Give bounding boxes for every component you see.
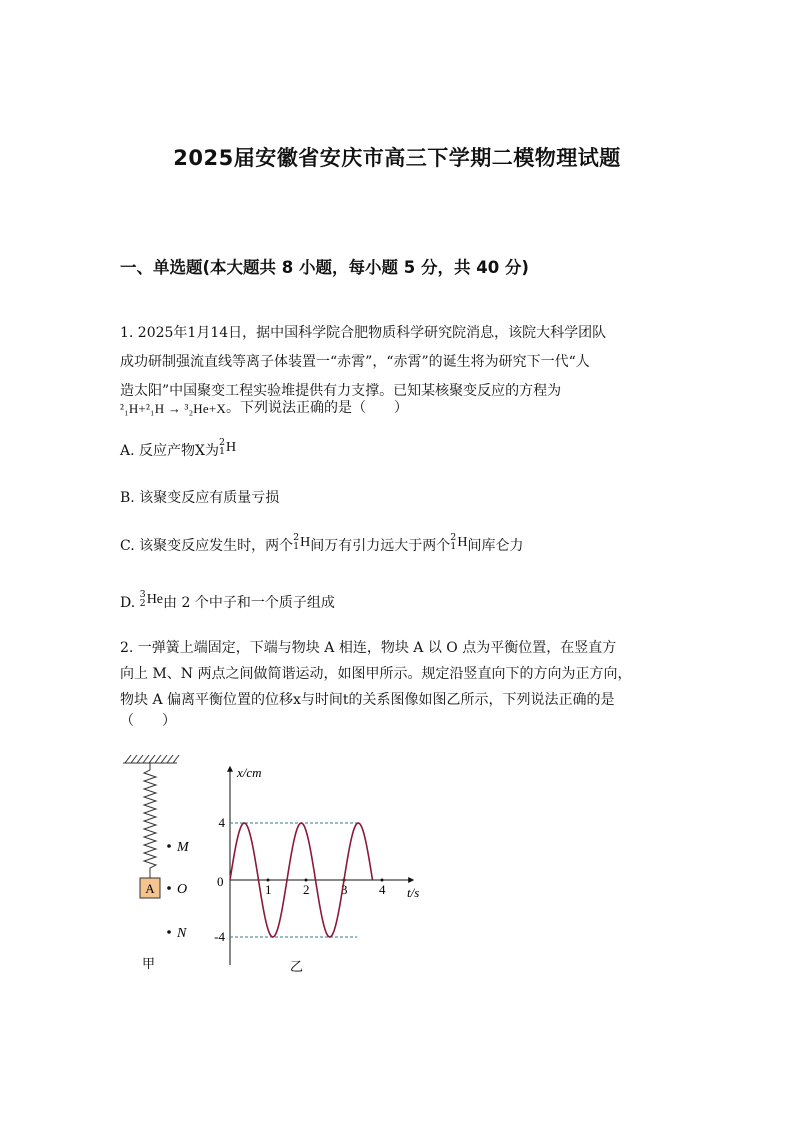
- section-heading: 一、单选题(本大题共 8 小题，每小题 5 分，共 40 分): [120, 258, 529, 277]
- nuclide-h2: 2 1: [218, 437, 226, 457]
- option-c[interactable]: [120, 532, 524, 555]
- q2-line4: （ ）: [120, 713, 176, 729]
- q2-line3: 物块 A 偏离平衡位置的位移x与时间t的关系图像如图乙所示，下列说法正确的是: [120, 692, 615, 708]
- y-tick-label: 4: [218, 815, 225, 830]
- q1-equation: ²₁H+²₁H → ³₂He+X: [120, 401, 226, 416]
- option-d-label: D.: [120, 595, 136, 611]
- x-tick-dot: [305, 879, 308, 882]
- nuclide-he3: 3 2: [139, 589, 146, 609]
- q1-line2: 成功研制强流直线等离子体装置一“赤霄”，“赤霄”的诞生将为研究下一代“人: [120, 354, 590, 370]
- block-a-label: A: [145, 881, 155, 896]
- option-d[interactable]: [120, 589, 335, 612]
- x-tick-label: 2: [303, 882, 310, 897]
- ceiling-hatch: [123, 755, 179, 763]
- spring-coil: [144, 763, 156, 878]
- document-title: 2025届安徽省安庆市高三下学期二模物理试题: [173, 146, 621, 170]
- figure-jia-label: 甲: [142, 956, 156, 971]
- point-n-label: N: [177, 926, 187, 941]
- x-tick-dot: [267, 879, 270, 882]
- q2-line1: 2. 一弹簧上端固定，下端与物块 A 相连，物块 A 以 O 点为平衡位置，在竖直方: [120, 640, 617, 656]
- nuclide-symbol: H: [300, 535, 311, 550]
- nuclide-h2: 2 1: [293, 532, 300, 552]
- option-c-text-1: C. 该聚变反应发生时，两个: [120, 538, 294, 554]
- y-axis-label: [236, 765, 262, 780]
- point-o-label: O: [177, 882, 188, 897]
- x-tick-label: 4: [379, 882, 386, 897]
- origin-label: 0: [217, 874, 224, 889]
- nuclide-h2: 2 1: [450, 532, 457, 552]
- x-tick-label: 3: [341, 882, 348, 897]
- option-d-text: 由 2 个中子和一个质子组成: [163, 595, 335, 611]
- nuclide-symbol: H: [226, 440, 237, 455]
- q1-equation-line: [120, 376, 680, 416]
- q1-line1: 1. 2025年1月14日，据中国科学院合肥物质科学研究院消息，该院大科学团队: [120, 325, 607, 341]
- option-a-text: A. 反应产物X为: [120, 443, 219, 459]
- option-b[interactable]: [120, 487, 279, 507]
- nuclide-symbol: H: [457, 535, 468, 550]
- option-c-text-2: 间万有引力远大于两个: [310, 538, 451, 554]
- x-tick-label: 1: [265, 882, 272, 897]
- figure-xt-chart: [195, 755, 435, 980]
- option-a[interactable]: [120, 437, 237, 460]
- option-b-text: B. 该聚变反应有质量亏损: [120, 490, 280, 506]
- q1-equation-tail: 。下列说法正确的是（ ）: [225, 400, 408, 416]
- q2-line2: 向上 M、N 两点之间做简谐运动，如图甲所示。规定沿竖直向下的方向为正方向，: [120, 666, 632, 682]
- option-c-text-3: 间库仑力: [467, 538, 524, 554]
- y-axis-label-text: x/cm: [237, 765, 262, 780]
- figure-yi-label: 乙: [290, 959, 304, 974]
- point-n-dot: [167, 930, 171, 934]
- nuclide-symbol: He: [146, 592, 164, 607]
- x-tick-dot: [381, 879, 384, 882]
- point-o-dot: [167, 886, 171, 890]
- point-m-label: M: [177, 840, 189, 855]
- y-tick-label: -4: [214, 929, 225, 944]
- x-axis-label: t/s: [407, 885, 420, 900]
- q1-line3: 造太阳”中国聚变工程实验堆提供有力支撑。已知某核聚变反应的方程为: [120, 383, 562, 399]
- point-m-dot: [167, 844, 171, 848]
